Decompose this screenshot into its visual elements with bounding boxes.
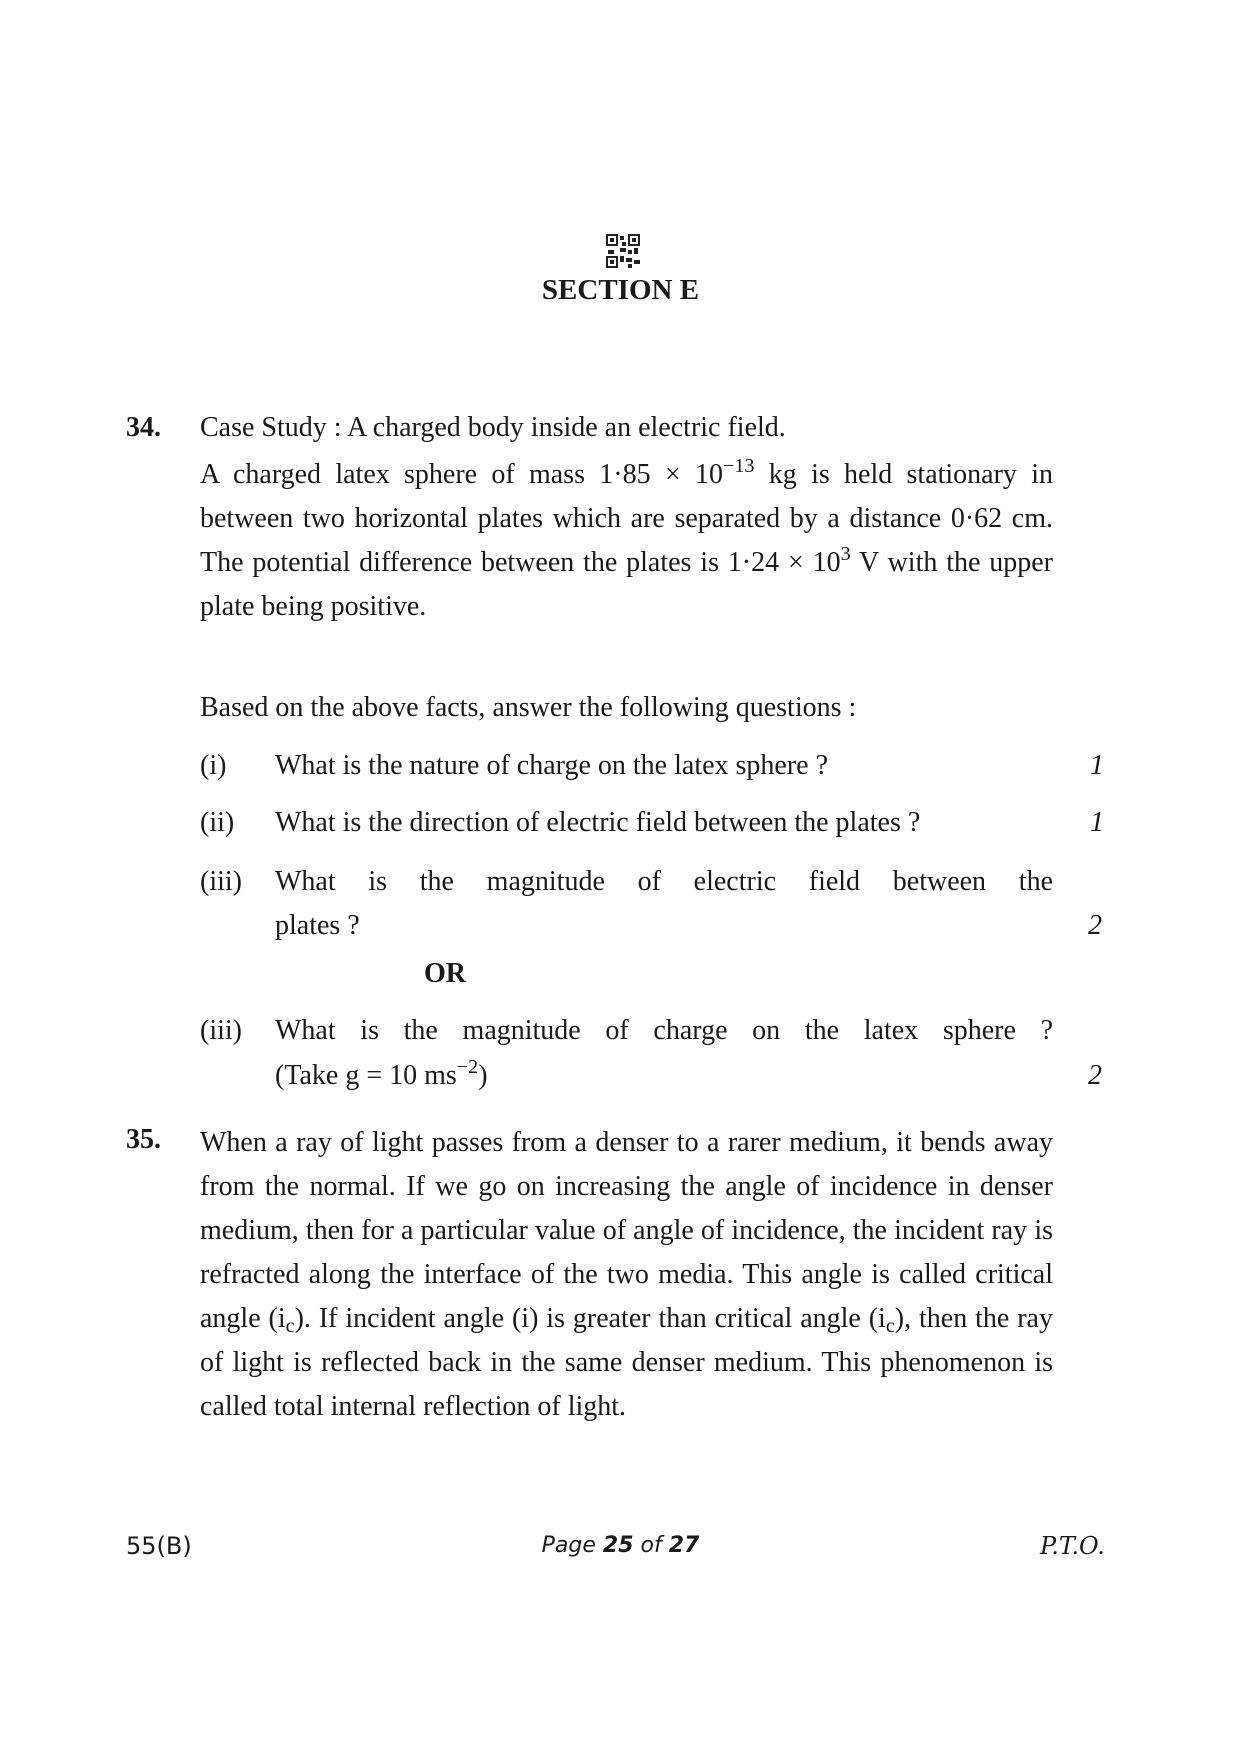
paper-code: 55(B) bbox=[126, 1532, 192, 1560]
page-number: Page 25 of 27 bbox=[541, 1533, 700, 1558]
question-34-intro: A charged latex sphere of mass $1\cdot 85 \times 10^{-13}$ kg is held stationary in between two horizontal plates which are separated by a distance 0·62 cm. The potential difference between the plates is $1\cdot 24 \times 10^3$ V with the upper plate being positive. bbox=[200, 454, 1053, 622]
sub-question-iii-marks: 2 bbox=[1088, 910, 1102, 941]
alt-sub-question-iii-text: What is the magnitude of charge on the latex sphere ? bbox=[275, 1015, 1053, 1046]
question-35-number: 35. bbox=[126, 1124, 161, 1155]
sub-question-iii-label: (iii) bbox=[200, 866, 242, 897]
sub-question-i-label: (i) bbox=[200, 750, 227, 781]
sub-question-ii-marks: 1 bbox=[1090, 807, 1104, 838]
sub-question-ii-label: (ii) bbox=[200, 807, 235, 838]
pto-label: P.T.O. bbox=[1040, 1532, 1105, 1560]
question-34-prompt: Based on the above facts, answer the following questions : bbox=[200, 692, 857, 723]
alt-sub-question-iii-note: (Take g = 10 $ms^{-2}$) bbox=[275, 1055, 488, 1091]
question-34-number: 34. bbox=[126, 412, 161, 443]
sub-question-iii-text-line1: What is the magnitude of electric field between the bbox=[275, 866, 1053, 897]
sub-question-i-marks: 1 bbox=[1090, 750, 1104, 781]
sub-question-ii-text: What is the direction of electric field between the plates ? bbox=[275, 807, 921, 838]
question-34-heading: Case Study : A charged body inside an electric field. bbox=[200, 412, 786, 443]
sub-question-iii-text-line2: plates ? bbox=[275, 910, 360, 941]
or-separator: OR bbox=[424, 958, 466, 989]
question-35-text: When a ray of light passes from a denser to a rarer medium, it bends away from the normal. If we go on increasing the angle of incidence in denser medium, then for a particular value of angle of incidence, the incident ray is refracted along the interface of the two media. This angle is called critical angle $(i_c)$. If incident angle (i) is greater than critical angle $(i_c)$, then the ray of light is reflected back in the same denser medium. This phenomenon is called total internal reflection of light. bbox=[200, 1127, 1053, 1422]
qr-code-icon bbox=[606, 234, 640, 268]
section-title: SECTION E bbox=[541, 274, 700, 306]
alt-sub-question-iii-label: (iii) bbox=[200, 1015, 242, 1046]
sub-question-i-text: What is the nature of charge on the latex sphere ? bbox=[275, 750, 829, 781]
alt-sub-question-iii-marks: 2 bbox=[1088, 1060, 1102, 1091]
